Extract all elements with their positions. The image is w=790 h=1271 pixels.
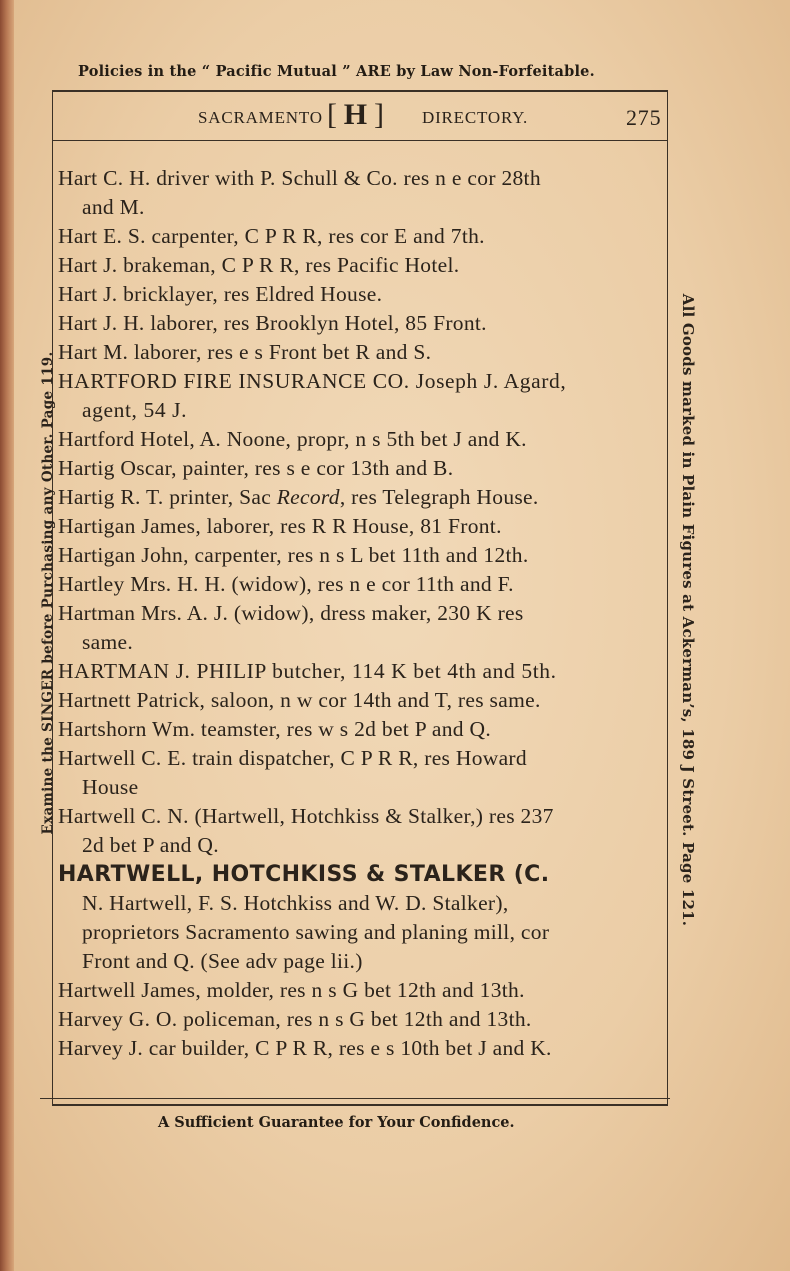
directory-entry: Hart C. H. driver with P. Schull & Co. res n e cor 28th and M. xyxy=(58,166,541,219)
directory-entry: Hartwell C. N. (Hartwell, Hotchkiss & Stalker,) res 237 2d bet P and Q. xyxy=(58,804,554,857)
header-city: SACRAMENTO xyxy=(198,108,323,127)
header-letter: H xyxy=(343,98,368,131)
bottom-advertisement: A Sufficient Guarantee for Your Confidence. xyxy=(158,1114,515,1131)
header-bracket-left: [ xyxy=(327,98,338,131)
directory-entry: HARTFORD FIRE INSURANCE CO. Joseph J. Agard, agent, 54 J. xyxy=(58,369,567,422)
directory-entry: Hartig R. T. printer, Sac Record, res Telegraph House. xyxy=(58,485,539,509)
directory-entries xyxy=(58,164,662,1063)
bottom-rule xyxy=(40,1098,670,1099)
directory-entry: Hart J. H. laborer, res Brooklyn Hotel, 85 Front. xyxy=(58,311,487,335)
directory-entry: Hartigan James, laborer, res R R House, 81 Front. xyxy=(58,514,502,538)
directory-entry: Hart M. laborer, res e s Front bet R and S. xyxy=(58,340,432,364)
header-directory: DIRECTORY. xyxy=(422,108,529,127)
directory-entry: Harvey J. car builder, C P R R, res e s 10th bet J and K. xyxy=(58,1036,552,1060)
directory-entry: Hartig Oscar, painter, res s e cor 13th and B. xyxy=(58,456,454,480)
running-header xyxy=(52,98,668,134)
directory-entry: Hartford Hotel, A. Noone, propr, n s 5th bet J and K. xyxy=(58,427,527,451)
right-margin-advertisement: All Goods marked in Plain Figures at Ackerman’s, 189 J Street. Page 121. xyxy=(679,293,697,926)
directory-entry: Hartigan John, carpenter, res n s L bet 11th and 12th. xyxy=(58,543,529,567)
directory-entry: Harvey G. O. policeman, res n s G bet 12th and 13th. xyxy=(58,1007,532,1031)
header-bracket-right: ] xyxy=(373,98,385,131)
header-letter-group xyxy=(327,100,385,130)
directory-entry: Hart J. bricklayer, res Eldred House. xyxy=(58,282,383,306)
directory-entry: Hartwell James, molder, res n s G bet 12th and 13th. xyxy=(58,978,525,1002)
directory-entry: Hartwell C. E. train dispatcher, C P R R, res Howard House xyxy=(58,746,527,799)
page-number: 275 xyxy=(626,105,662,130)
directory-entry: Hartshorn Wm. teamster, res w s 2d bet P and Q. xyxy=(58,717,492,741)
right-border-rule xyxy=(667,90,668,1106)
header-rule xyxy=(52,140,668,141)
bottom-rule-thick xyxy=(52,1104,668,1106)
page-binding xyxy=(0,0,14,1271)
newspaper-title: Record xyxy=(276,485,340,509)
directory-entry: Hartman Mrs. A. J. (widow), dress maker, 230 K res same. xyxy=(58,601,524,654)
directory-entry: Hartley Mrs. H. H. (widow), res n e cor 11th and F. xyxy=(58,572,514,596)
directory-entry: Hart E. S. carpenter, C P R R, res cor E and 7th. xyxy=(58,224,485,248)
directory-entry: Hartnett Patrick, saloon, n w cor 14th and T, res same. xyxy=(58,688,541,712)
top-rule xyxy=(52,90,668,92)
directory-entry-featured: HARTWELL, HOTCHKISS & STALKER (C. N. Hartwell, F. S. Hotchkiss and W. D. Stalker), proprietors Sacramento sawing and planing mill, cor Front and Q. (See adv page lii.) xyxy=(58,862,550,973)
left-margin-advertisement: Examine the SINGER before Purchasing any Other. Page 119. xyxy=(40,351,56,834)
directory-entry: Hart J. brakeman, C P R R, res Pacific Hotel. xyxy=(58,253,460,277)
directory-entry: HARTMAN J. PHILIP butcher, 114 K bet 4th and 5th. xyxy=(58,659,557,683)
top-advertisement: Policies in the “ Pacific Mutual ” ARE by Law Non-Forfeitable. xyxy=(78,63,595,80)
